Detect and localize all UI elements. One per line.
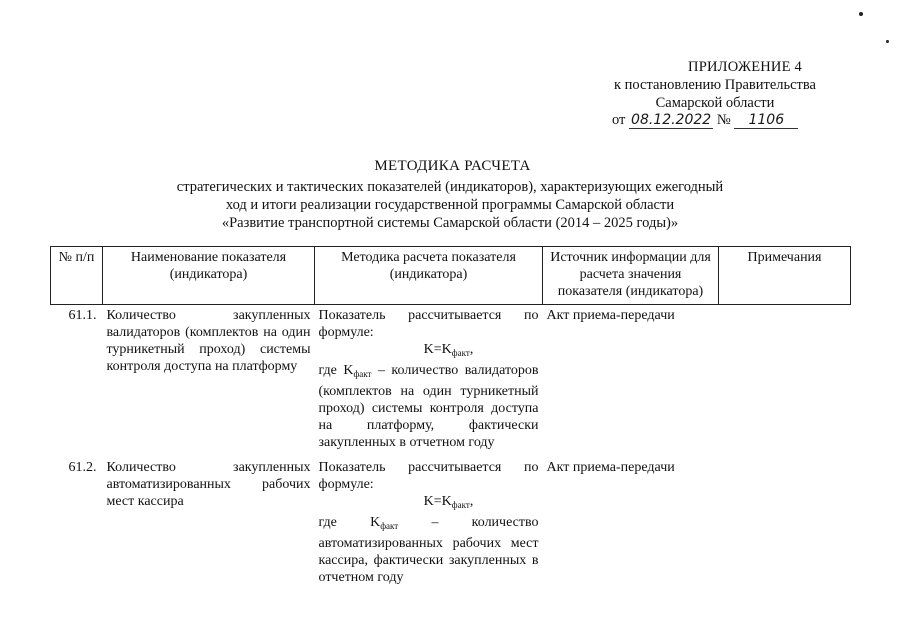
row-method	[315, 305, 543, 454]
table-row	[51, 453, 851, 588]
formula	[319, 493, 539, 514]
number-prefix: №	[716, 112, 731, 128]
method-desc: – количество автоматизированных рабочих мест кассира, фактически закупленных в отчетном году	[318, 515, 539, 585]
date-prefix: от	[612, 112, 626, 128]
row-notes	[719, 305, 851, 454]
row-name: Количество закупленных автоматизированных рабочих мест кассира	[106, 460, 311, 509]
formula-lhs: K=K	[423, 494, 452, 509]
decree-date-number	[612, 112, 798, 129]
row-source: Акт приема-передачи	[546, 308, 675, 323]
method-description	[319, 514, 539, 586]
method-where-sub: факт	[380, 521, 399, 531]
scan-speck	[859, 12, 863, 16]
handwritten-number: 1106	[734, 112, 798, 129]
appendix-block	[600, 58, 830, 112]
scan-speck	[886, 40, 889, 43]
header-source: Источник информации для расчета значения показателя (индикатора)	[543, 247, 719, 305]
row-num: 61.2.	[68, 460, 97, 475]
method-where: где K	[318, 515, 381, 530]
formula-sub: факт	[451, 348, 470, 358]
subtitle-line-1: стратегических и тактических показателей (индикаторов), характеризующих ежегодный	[176, 179, 724, 195]
document-subtitle	[120, 178, 780, 232]
document-title: МЕТОДИКА РАСЧЕТА	[374, 158, 531, 174]
table-row	[51, 305, 851, 454]
row-method	[315, 453, 543, 588]
formula-tail: ,	[469, 342, 474, 357]
method-intro: Показатель рассчитывается по формуле:	[318, 308, 539, 340]
row-num: 61.1.	[68, 308, 97, 323]
formula-lhs: K=K	[423, 342, 452, 357]
formula-tail: ,	[469, 494, 474, 509]
row-notes	[719, 453, 851, 588]
appendix-line-1: к постановлению Правительства	[614, 77, 816, 93]
row-name: Количество закупленных валидаторов (комплектов на один турникетный проход) системы контроля доступа на платформу	[106, 308, 311, 374]
appendix-title: ПРИЛОЖЕНИЕ 4	[688, 59, 802, 75]
subtitle-line-2: ход и итоги реализации государственной программы Самарской области	[225, 197, 675, 213]
method-where: где K	[318, 363, 354, 378]
header-num: № п/п	[51, 247, 103, 305]
method-desc: – количество валидаторов (комплектов на один турникетный проход) системы контроля доступа на платформу, фактически закупленных в отчетном году	[318, 363, 539, 450]
method-description	[319, 362, 539, 451]
table-header-row	[51, 247, 851, 305]
header-notes: Примечания	[719, 247, 851, 305]
subtitle-line-3: «Развитие транспортной системы Самарской области (2014 – 2025 годы)»	[221, 215, 679, 231]
method-where-sub: факт	[353, 369, 372, 379]
methodology-table	[50, 246, 851, 588]
header-method: Методика расчета показателя (индикатора)	[315, 247, 543, 305]
formula-sub: факт	[451, 500, 470, 510]
appendix-line-2: Самарской области	[655, 95, 775, 111]
method-intro: Показатель рассчитывается по формуле:	[318, 460, 539, 492]
header-name: Наименование показателя (индикатора)	[103, 247, 315, 305]
row-source: Акт приема-передачи	[546, 460, 675, 475]
formula	[319, 341, 539, 362]
handwritten-date: 08.12.2022	[631, 112, 712, 128]
